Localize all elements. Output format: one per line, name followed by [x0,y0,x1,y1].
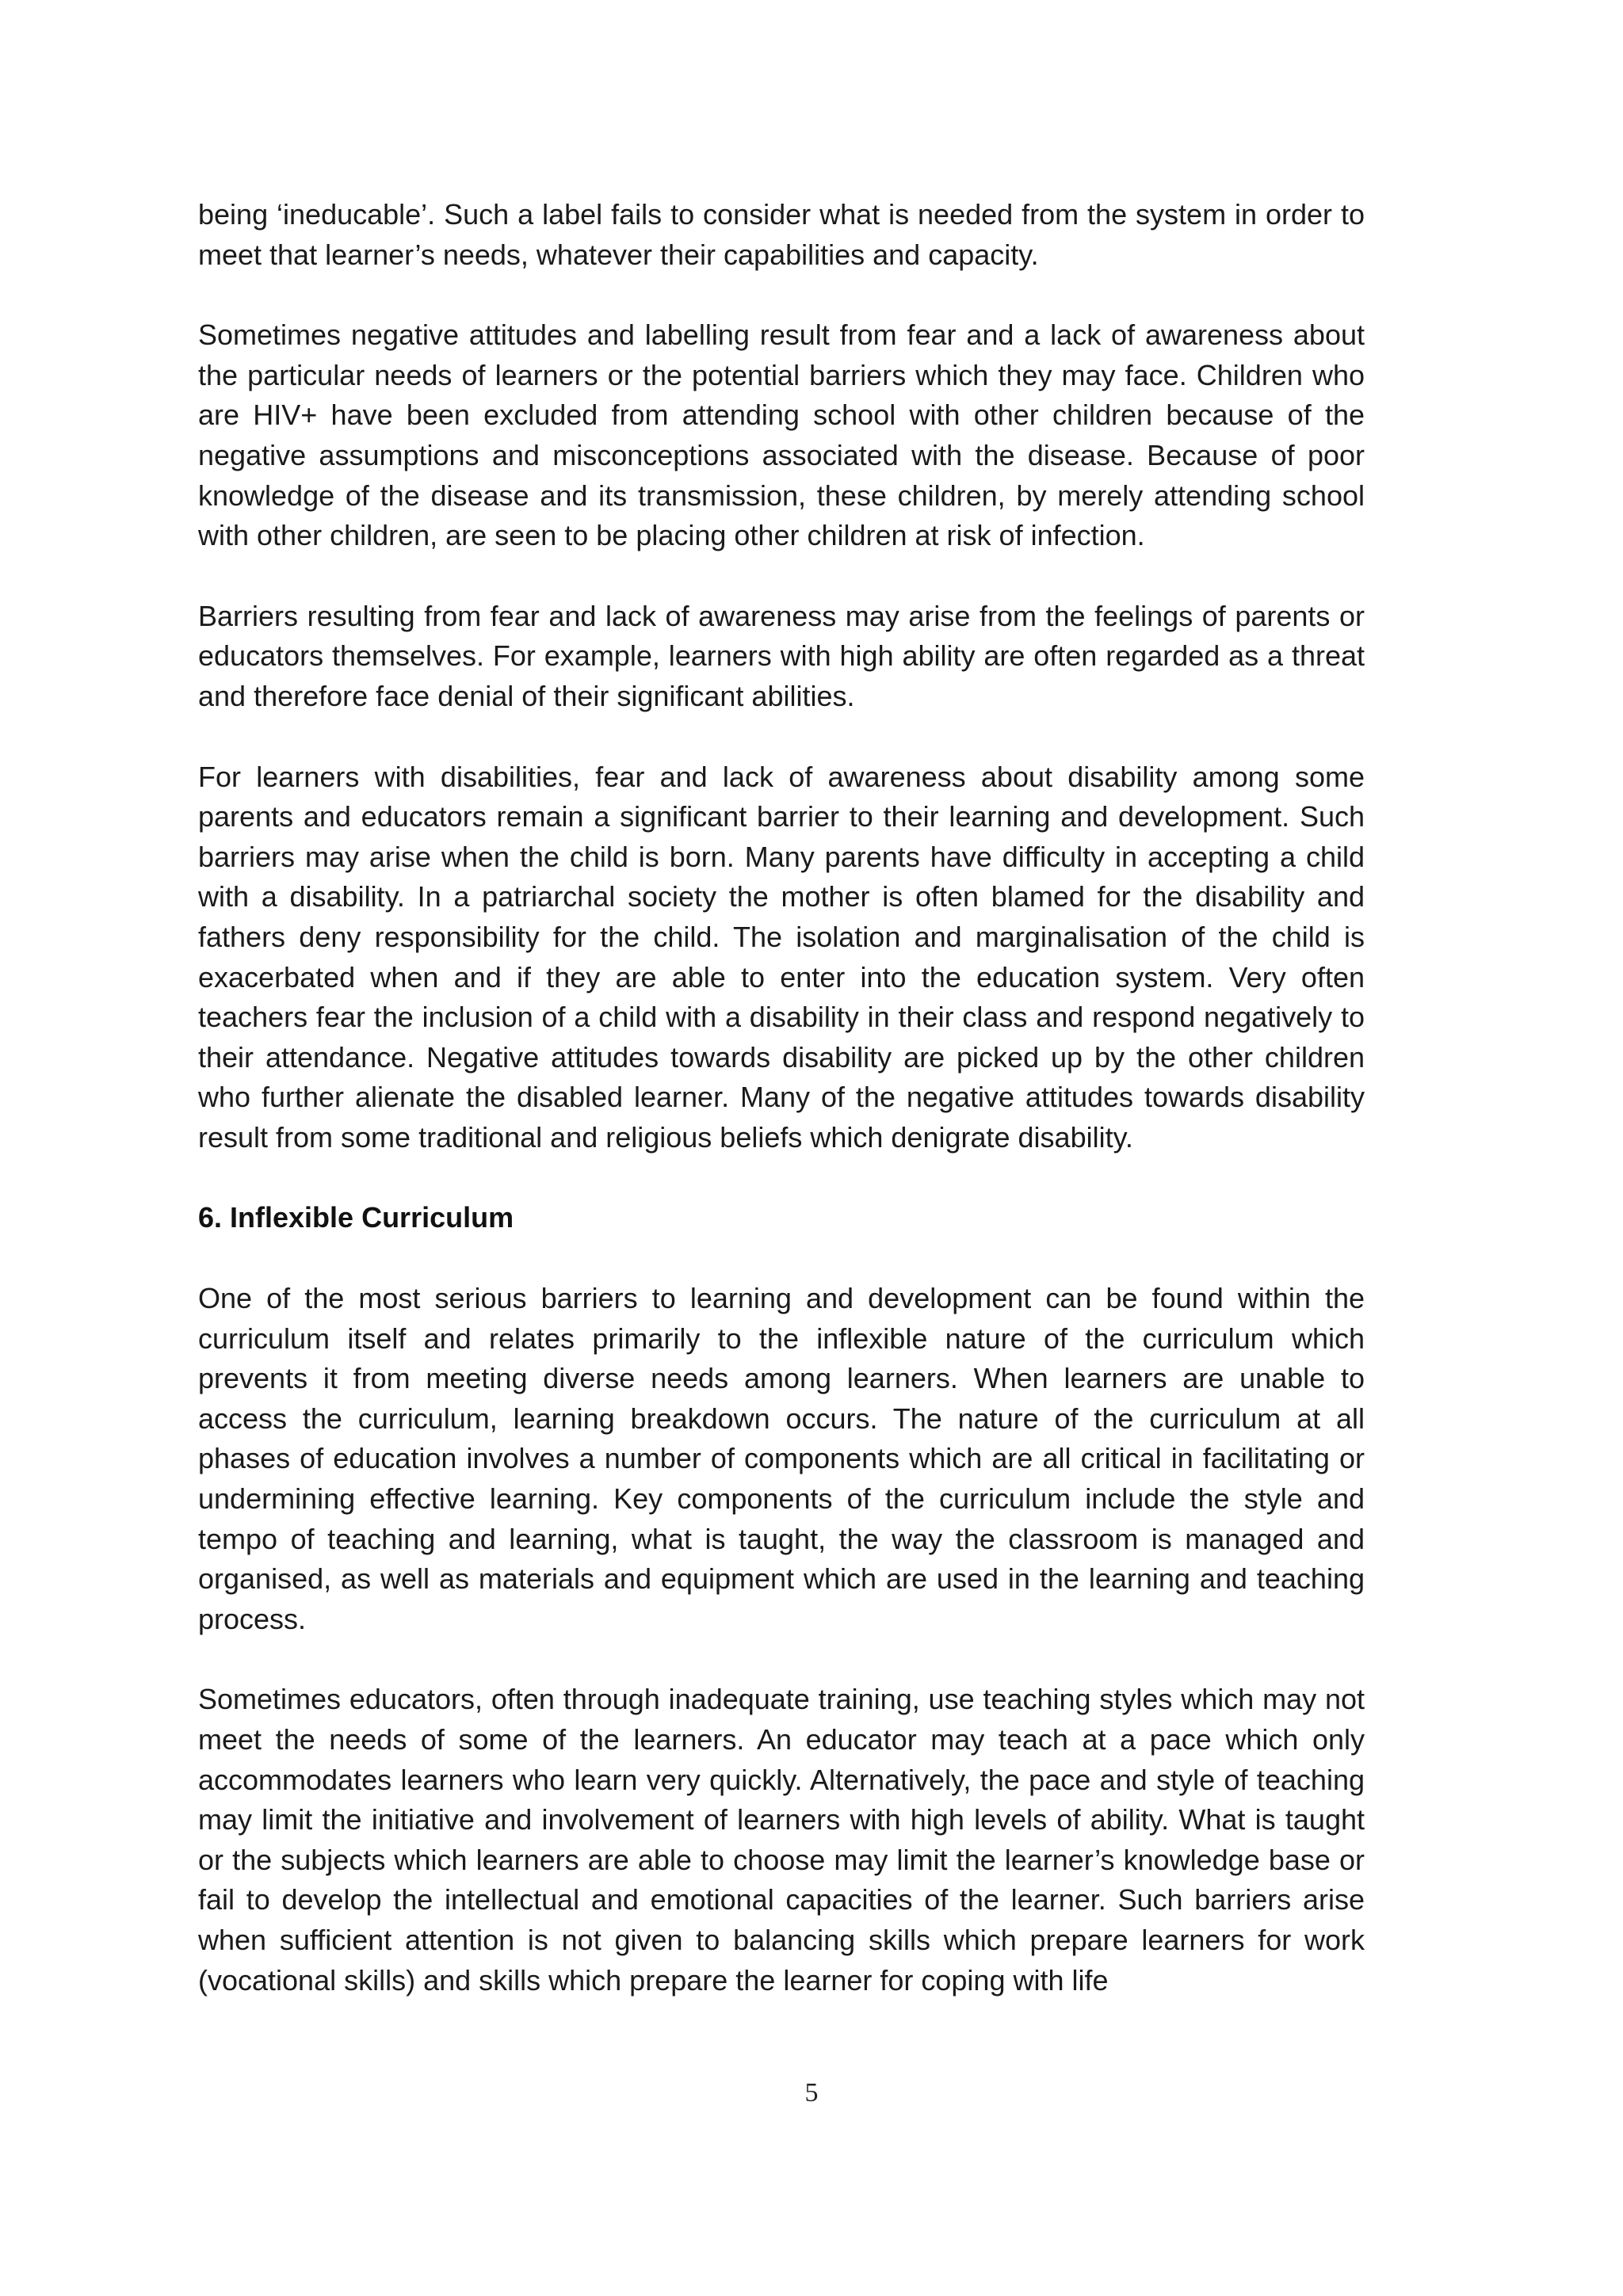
paragraph-teaching-styles: Sometimes educators, often through inadequate training, use teaching styles which may not meet the needs of some of the learners. An educator may teach at a pace which only accommodates learners who learn very quickly. Alternatively, the pace and style of teaching may limit the initiative and involvement of learners with high levels of ability. What is taught or the subjects which learners are able to choose may limit the learner’s knowledge base or fail to develop the intellectual and emotional capacities of the learner. Such barriers arise when sufficient attention is not given to balancing skills which prepare learners for work (vocational skills) and skills which prepare the learner for coping with life [198,1683,1365,1997]
paragraph-fear-and-awareness: Sometimes negative attitudes and labelling result from fear and a lack of awareness about the particular needs of learners or the potential barriers which they may face. Children who are HIV+ have been excluded from attending school with other children because of the negative assumptions and misconceptions associated with the disease. Because of poor knowledge of the disease and its transmission, these children, by merely attending school with other children, are seen to be placing other children at risk of infection. [198,318,1365,552]
paragraph-learners-with-disabilities: For learners with disabilities, fear and lack of awareness about disability among some parents and educators remain a significant barrier to their learning and development. Such barriers may arise when the child is born. Many parents have difficulty in accepting a child with a disability. In a patriarchal society the mother is often blamed for the disability and fathers deny responsibility for the child. The isolation and marginalisation of the child is exacerbated when and if they are able to enter into the education system. Very often teachers fear the inclusion of a child with a disability in their class and respond negatively to their attendance. Negative attitudes towards disability are picked up by the other children who further alienate the disabled learner. Many of the negative attitudes towards disability result from some traditional and religious beliefs which denigrate disability. [198,760,1365,1154]
section-heading: 6. Inflexible Curriculum [198,1201,514,1234]
paragraph-curriculum-barriers: One of the most serious barriers to learning and development can be found within the curriculum itself and relates primarily to the inflexible nature of the curriculum which prevents it from meeting diverse needs among learners. When learners are unable to access the curriculum, learning breakdown occurs. The nature of the curriculum at all phases of education involves a number of components which are all critical in facilitating or undermining effective learning. Key components of the curriculum include the style and tempo of teaching and learning, what is taught, the way the classroom is managed and organised, as well as materials and equipment which are used in the learning and teaching process. [198,1282,1365,1635]
paragraph-parents-educators-feelings: Barriers resulting from fear and lack of awareness may arise from the feelings of parents or educators themselves. For example, learners with high ability are often regarded as a threat and therefore face denial of their significant abilities. [198,599,1365,712]
paragraph-ineducable-label: being ‘ineducable’. Such a label fails to consider what is needed from the system in order to meet that learner’s needs, whatever their capabilities and capacity. [198,198,1365,271]
document-body [198,195,1365,2000]
page-number: 5 [804,2078,819,2107]
